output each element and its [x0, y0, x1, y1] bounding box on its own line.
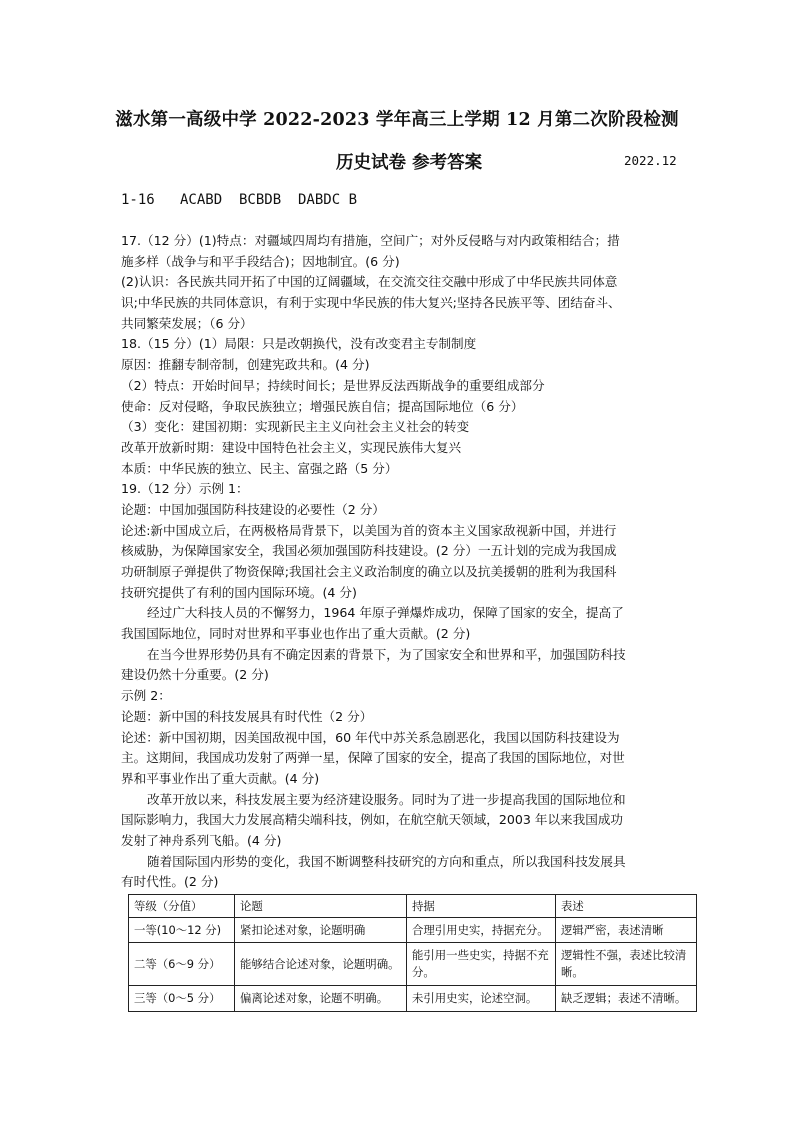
- multiple-choice-answers: 1-16 ACABD BCBDB DABDC B: [121, 192, 358, 208]
- q18-line-1: 18.（15 分）(1）局限：只是改朝换代，没有改变君主专制制度: [121, 336, 477, 352]
- q19-line-11: 示例 2：: [121, 688, 171, 704]
- q18-line-6: 改革开放新时期：建设中国特色社会主义，实现民族伟大复兴: [121, 439, 462, 455]
- q18-line-2: 原因：推翻专制帝制，创建宪政共和。(4 分): [121, 357, 370, 373]
- q19-line-5: 功研制原子弹提供了物资保障;我国社会主义政治制度的确立以及抗美援朝的胜利为我国科: [121, 564, 617, 579]
- q19-line-3: 论述:新中国成立后，在两极格局背景下，以美国为首的资本主义国家敌视新中国，并进行: [121, 522, 617, 538]
- q19-line-15: 界和平事业作出了重大贡献。(4 分): [121, 770, 320, 786]
- q19-line-19: 随着国际国内形势的变化，我国不断调整科技研究的方向和重点，所以我国科技发展具: [147, 853, 626, 869]
- q17-line-4: 识;中华民族的共同体意识，有利于实现中华民族的伟大复兴;坚持各民族平等、团结奋斗、: [121, 295, 621, 311]
- q19-line-9: 在当今世界形势仍具有不确定因素的背景下，为了国家安全和世界和平，加强国防科技: [147, 646, 626, 662]
- document-subtitle: 历史试卷 参考答案: [336, 153, 483, 173]
- table-cell: 偏离论述对象，论题不明确。: [235, 986, 407, 1012]
- q19-line-4: 核威胁，为保障国家安全，我国必须加强国防科技建设。(2 分）一五计划的完成为我国成: [121, 543, 617, 559]
- q18-line-4: 使命：反对侵略，争取民族独立；增强民族自信；提高国际地位（6 分）: [121, 398, 524, 414]
- header-expression: 表述: [556, 895, 697, 918]
- q18-line-3: （2）特点：开始时间早；持续时间长；是世界反法西斯战争的重要组成部分: [121, 377, 545, 393]
- table-cell: 缺乏逻辑；表述不清晰。: [556, 986, 697, 1012]
- table-cell: 三等（0～5 分）: [129, 986, 235, 1012]
- answer-body: [121, 231, 681, 893]
- table-cell: 一等(10～12 分): [129, 918, 235, 943]
- table-cell: 紧扣论述对象，论题明确: [235, 918, 407, 943]
- q19-line-6: 技研究提供了有利的国内国际环境。(4 分): [121, 584, 357, 600]
- q17-line-1: 17.（12 分）(1)特点：对疆域四周均有措施，空间广；对外反侵略与对内政策相结合；措: [121, 233, 620, 248]
- table-cell: 能引用一些史实，持据不充分。: [407, 943, 556, 986]
- q19-line-12: 论题：新中国的科技发展具有时代性（2 分）: [121, 708, 373, 724]
- q18-line-7: 本质：中华民族的独立、民主、富强之路（5 分）: [121, 460, 398, 476]
- q17-line-2: 施多样（战争与和平手段结合)；因地制宜。(6 分): [121, 253, 400, 269]
- q19-line-8: 我国国际地位，同时对世界和平事业也作出了重大贡献。(2 分): [121, 626, 471, 642]
- q19-line-17: 国际影响力，我国大力发展高精尖端科技，例如，在航空航天领域，2003 年以来我国成功: [121, 812, 624, 828]
- q19-line-7: 经过广大科技人员的不懈努力，1964 年原子弹爆炸成功，保障了国家的安全，提高了: [147, 605, 624, 621]
- grading-table: [128, 894, 697, 1012]
- q19-line-18: 发射了神舟系列飞船。(4 分): [121, 832, 282, 848]
- q19-line-10: 建设仍然十分重要。(2 分): [121, 667, 269, 683]
- q19-line-20: 有时代性。(2 分): [121, 874, 219, 890]
- table-header-row: [129, 895, 697, 918]
- q17-line-5: 共同繁荣发展；（6 分）: [121, 315, 253, 331]
- q19-line-13: 论述：新中国初期，因美国敌视中国，60 年代中苏关系急剧恶化，我国以国防科技建设为: [121, 729, 620, 745]
- table-cell: 二等（6～9 分）: [129, 943, 235, 986]
- q18-line-5: （3）变化：建国初期：实现新民主主义向社会主义社会的转变: [121, 419, 470, 435]
- q19-line-2: 论题：中国加强国防科技建设的必要性（2 分）: [121, 501, 385, 517]
- document-title: 滋水第一高级中学 2022-2023 学年高三上学期 12 月第二次阶段检测: [115, 110, 679, 130]
- header-thesis: 论题: [235, 895, 407, 918]
- table-row: [129, 918, 697, 943]
- q17-line-3: (2)认识：各民族共同开拓了中国的辽阔疆域，在交流交往交融中形成了中华民族共同体意: [121, 274, 618, 290]
- table-row: [129, 943, 697, 986]
- table-cell: 逻辑严密，表述清晰: [556, 918, 697, 943]
- table-row: [129, 986, 697, 1012]
- table-cell: 合理引用史实，持据充分。: [407, 918, 556, 943]
- header-grade: 等级（分值）: [129, 895, 235, 918]
- table-cell: 能够结合论述对象，论题明确。: [235, 943, 407, 986]
- header-evidence: 持据: [407, 895, 556, 918]
- q19-line-16: 改革开放以来，科技发展主要为经济建设服务。同时为了进一步提高我国的国际地位和: [147, 791, 626, 807]
- q19-line-1: 19.（12 分）示例 1：: [121, 481, 249, 497]
- table-cell: 逻辑性不强，表述比较清晰。: [556, 943, 697, 986]
- q19-line-14: 主。这期间，我国成功发射了两弹一星，保障了国家的安全，提高了我国的国际地位，对世: [121, 750, 625, 766]
- table-cell: 未引用史实，论述空洞。: [407, 986, 556, 1012]
- document-date: 2022.12: [624, 153, 677, 168]
